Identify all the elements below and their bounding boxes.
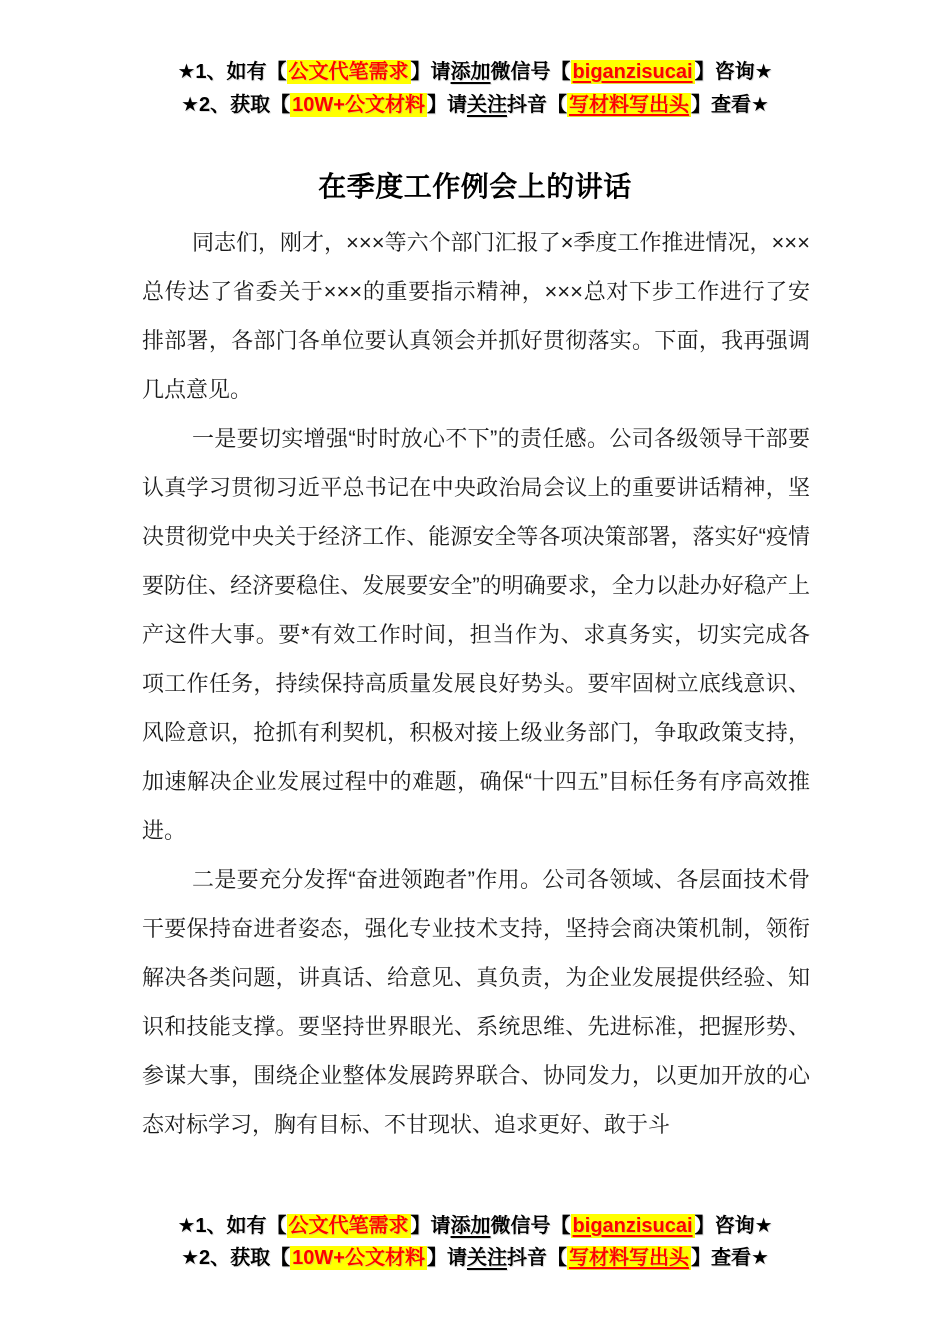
promo-text: ★1、如有【 [177, 1215, 287, 1237]
promo-highlight-service: 公文代笔需求 [288, 1215, 409, 1237]
promo-douyin-id: 写材料写出头 [568, 1247, 689, 1269]
paragraph-intro: 同志们，刚才，×××等六个部门汇报了×季度工作推进情况，×××总传达了省委关于×××的重要指示精神，×××总对下步工作进行了安排部署，各部门各单位要认真领会并抓好贯彻落实。下面，我再强调几点意见。 [142, 230, 810, 402]
promo-text: 抖音【 [506, 1247, 567, 1269]
promo-highlight-materials: 10W+公文材料 [292, 1247, 425, 1269]
promo-douyin-id: 写材料写出头 [568, 94, 689, 116]
promo-highlight-materials: 10W+公文材料 [292, 94, 425, 116]
promo-text: 】请 [410, 61, 451, 83]
promo-footer [0, 1210, 950, 1274]
promo-header-line-1 [0, 56, 950, 89]
promo-underline-follow: 关注 [466, 94, 507, 116]
promo-text: 微信号【 [490, 61, 571, 83]
promo-text: 抖音【 [506, 94, 567, 116]
paragraph-point-two: 二是要充分发挥“奋进领跑者”作用。公司各领域、各层面技术骨干要保持奋进者姿态，强化专业技术支持，坚持会商决策机制，领衔解决各类问题，讲真话、给意见、真负责，为企业发展提供经验、知识和技能支撑。要坚持世界眼光、系统思维、先进标准，把握形势、参谋大事，围绕企业整体发展跨界联合、协同发力，以更加开放的心态对标学习，胸有目标、不甘现状、追求更好、敢于斗 [142, 867, 810, 1137]
document-title: 在季度工作例会上的讲话 [318, 170, 632, 202]
promo-text: ★1、如有【 [177, 61, 287, 83]
promo-text: 】查看★ [690, 1247, 769, 1269]
document-body [142, 218, 810, 1149]
promo-text: 】查看★ [690, 94, 769, 116]
promo-text: 】请 [426, 1247, 467, 1269]
promo-underline-add: 添加 [450, 61, 491, 83]
promo-text: 】请 [410, 1215, 451, 1237]
promo-highlight-service: 公文代笔需求 [288, 61, 409, 83]
promo-text: 微信号【 [490, 1215, 571, 1237]
promo-underline-add: 添加 [450, 1215, 491, 1237]
promo-text: 】咨询★ [694, 1215, 773, 1237]
paragraph-point-one: 一是要切实增强“时时放心不下”的责任感。公司各级领导干部要认真学习贯彻习近平总书记在中央政治局会议上的重要讲话精神，坚决贯彻党中央关于经济工作、能源安全等各项决策部署，落实好“疫情要防住、经济要稳住、发展要安全”的明确要求，全力以赴办好稳产上产这件大事。要*有效工作时间，担当作为、求真务实，切实完成各项工作任务，持续保持高质量发展良好势头。要牢固树立底线意识、风险意识，抢抓有利契机，积极对接上级业务部门，争取政策支持，加速解决企业发展过程中的难题，确保“十四五”目标任务有序高效推进。 [142, 426, 810, 843]
promo-text: ★2、获取【 [181, 94, 291, 116]
promo-header [0, 56, 950, 122]
promo-footer-line-1 [0, 1210, 950, 1242]
promo-text: 】请 [426, 94, 467, 116]
promo-underline-follow: 关注 [466, 1247, 507, 1269]
promo-wechat-id: biganzisucai [572, 1215, 693, 1237]
promo-text: ★2、获取【 [181, 1247, 291, 1269]
promo-header-line-2 [0, 89, 950, 122]
promo-wechat-id: biganzisucai [572, 61, 693, 83]
promo-footer-line-2 [0, 1242, 950, 1274]
promo-text: 】咨询★ [694, 61, 773, 83]
